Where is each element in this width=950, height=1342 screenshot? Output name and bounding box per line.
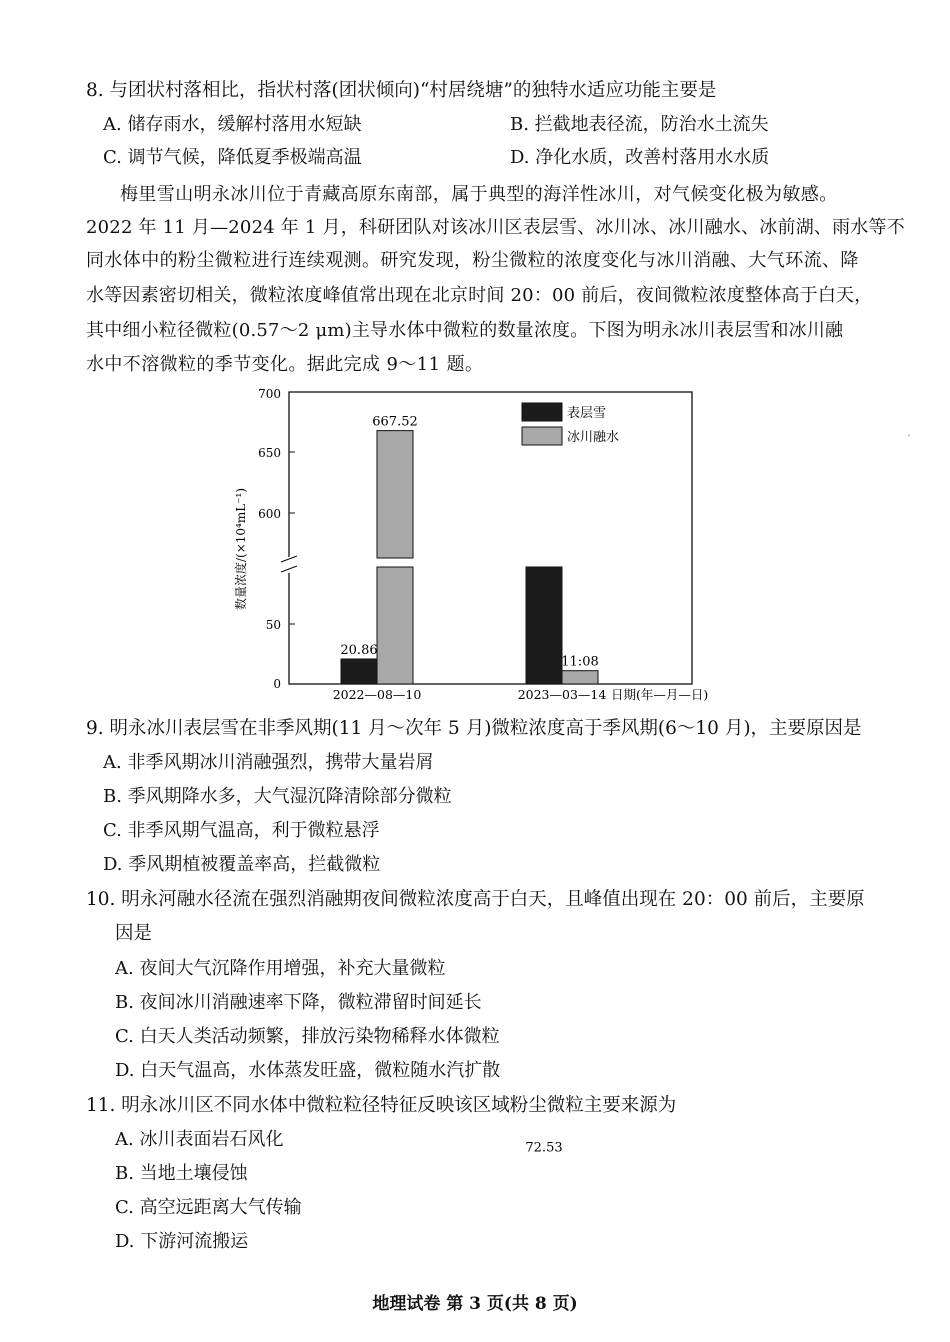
chart-frame [289,392,692,684]
question-8-option-a: A. 储存雨水，缓解村落用水短缺 [103,114,362,135]
data-label-snow-2023: 72.53 [525,1140,563,1156]
y-tick-label-50: 50 [265,618,281,632]
snow-bar-2023-lower [526,567,562,684]
question-11-option-c: C. 高空远距离大气传输 [115,1197,302,1218]
passage-line-5: 其中细小粒径微粒(0.57～2 μm)主导水体中微粒的数量浓度。下图为明永冰川表层雪和冰川融 [86,320,844,341]
passage-line-1: 梅里雪山明永冰川位于青藏高原东南部，属于典型的海洋性冰川，对气候变化极为敏感。 [120,184,838,205]
question-9-stem: 9. 明永冰川表层雪在非季风期(11 月～次年 5 月)微粒浓度高于季风期(6～10 月)，主要原因是 [86,718,862,739]
page-footer: 地理试卷 第 3 页(共 8 页) [372,1294,578,1314]
melt-bar-2022-upper [377,431,413,558]
question-9-option-c: C. 非季风期气温高，利于微粒悬浮 [103,820,380,841]
question-11-stem: 11. 明永冰川区不同水体中微粒粒径特征反映该区域粉尘微粒主要来源为 [86,1095,677,1116]
legend-swatch-snow [522,403,562,421]
melt-bar-2023 [562,671,598,684]
question-10-stem-line-1: 10. 明永河融水径流在强烈消融期夜间微粒浓度高于白天，且峰值出现在 20：00 前后，主要原 [86,889,865,910]
question-11-option-b: B. 当地土壤侵蚀 [115,1163,248,1184]
passage-line-4: 水等因素密切相关，微粒浓度峰值常出现在北京时间 20：00 前后，夜间微粒浓度整体高于白天， [86,285,873,306]
y-tick-label-600: 600 [258,507,281,521]
y-tick-label-700: 700 [258,387,281,401]
question-10-option-b: B. 夜间冰川消融速率下降，微粒滞留时间延长 [115,992,482,1013]
question-8-option-b: B. 拦截地表径流，防治水土流失 [510,114,769,135]
question-9-option-a: A. 非季风期冰川消融强烈，携带大量岩屑 [103,752,434,773]
question-11-option-a: A. 冰川表面岩石风化 [115,1129,284,1150]
legend-swatch-melt [522,427,562,445]
x-category-label-2023: 2023—03—14 [517,687,607,702]
x-axis-label: 日期(年—月—日) [611,687,709,702]
question-8-option-c: C. 调节气候，降低夏季极端高温 [103,147,362,168]
snow-bar-2022 [341,659,377,684]
y-tick-label-0: 0 [273,677,281,691]
question-9-option-b: B. 季风期降水多，大气湿沉降清除部分微粒 [103,786,452,807]
y-tick-label-650: 650 [258,446,281,460]
legend-label-snow: 表层雪 [567,406,607,421]
question-10-option-c: C. 白天人类活动频繁，排放污染物稀释水体微粒 [115,1026,500,1047]
question-8-option-d: D. 净化水质，改善村落用水水质 [510,147,770,168]
y-axis-label: 数量浓度/(×10⁴mL⁻¹) [234,487,248,610]
data-label-melt-2022: 667.52 [372,414,418,430]
legend-label-melt: 冰川融水 [567,430,620,445]
question-10-option-d: D. 白天气温高，水体蒸发旺盛，微粒随水汽扩散 [115,1060,501,1081]
passage-line-6: 水中不溶微粒的季节变化。据此完成 9～11 题。 [86,354,484,375]
question-8-stem: 8. 与团状村落相比，指状村落(团状倾向)“村居绕塘”的独特水适应功能主要是 [86,80,717,101]
passage-line-2: 2022 年 11 月—2024 年 1 月，科研团队对该冰川区表层雪、冰川冰、冰川融水、冰前湖、雨水等不 [86,217,905,238]
data-label-melt-2023: 11:08 [561,654,599,670]
question-9-option-d: D. 季风期植被覆盖率高，拦截微粒 [103,854,381,875]
question-11-option-d: D. 下游河流搬运 [115,1231,249,1252]
melt-bar-2022-lower [377,567,413,684]
passage-line-3: 同水体中的粉尘微粒进行连续观测。研究发现，粉尘微粒的浓度变化与冰川消融、大气环流、降 [86,250,859,271]
data-label-snow-2022: 20.86 [340,642,378,658]
question-10-stem-line-2: 因是 [115,923,153,944]
question-10-option-a: A. 夜间大气沉降作用增强，补充大量微粒 [115,958,446,979]
x-category-label-2022: 2022—08—10 [332,687,422,702]
